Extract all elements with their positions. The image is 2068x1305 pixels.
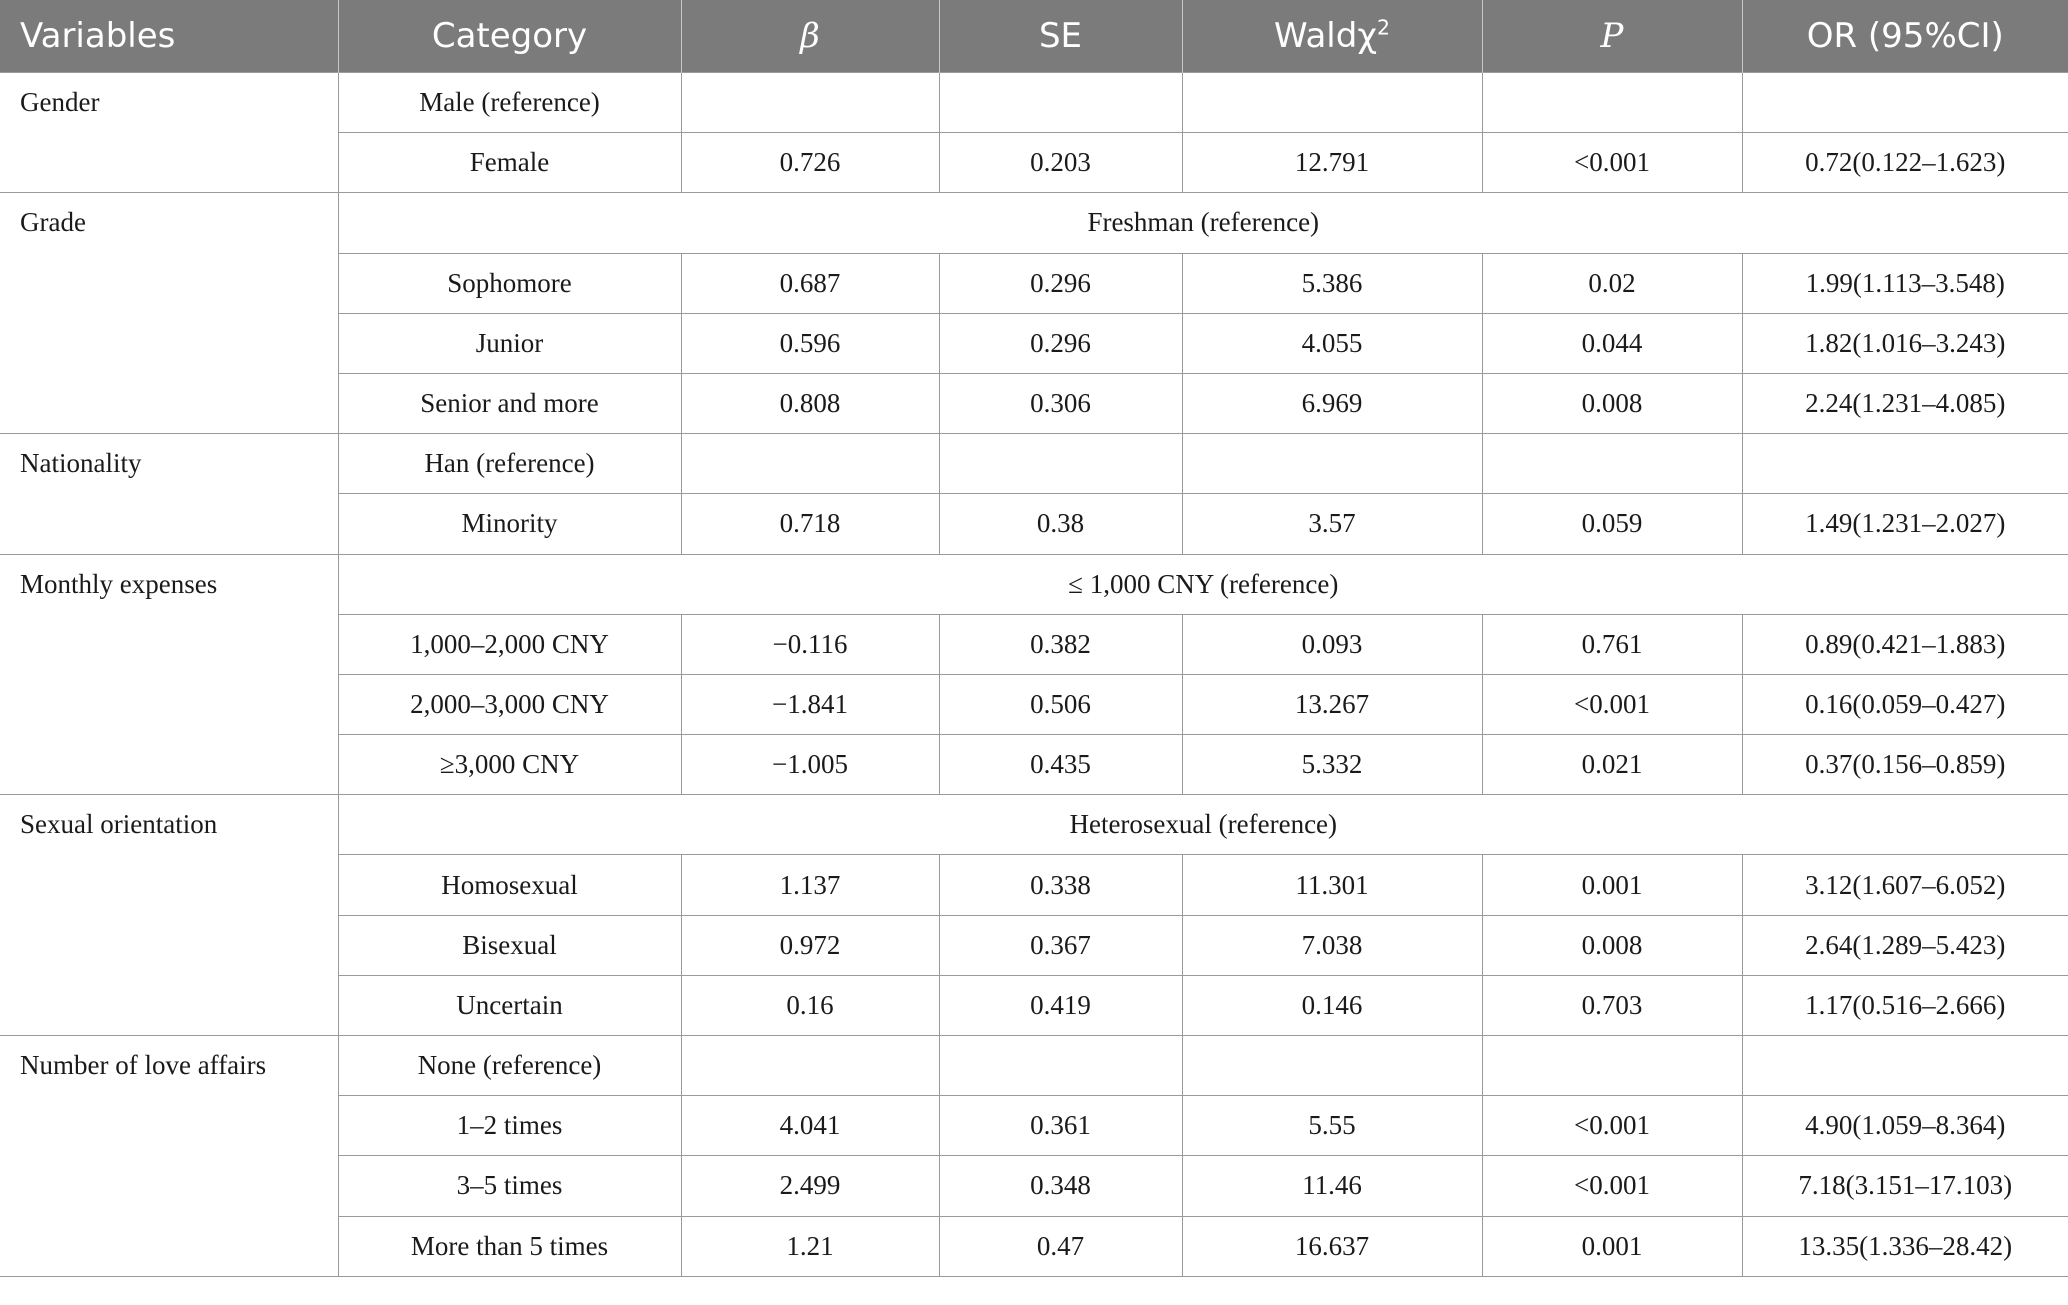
empty-cell <box>939 434 1182 494</box>
beta-cell: 0.726 <box>681 133 939 193</box>
header-or: OR (95%CI) <box>1742 0 2068 73</box>
se-cell: 0.348 <box>939 1156 1182 1216</box>
empty-cell <box>1482 73 1742 133</box>
category-cell: More than 5 times <box>338 1216 681 1276</box>
se-cell: 0.367 <box>939 915 1182 975</box>
p-value-cell: <0.001 <box>1482 674 1742 734</box>
p-value-cell: 0.001 <box>1482 855 1742 915</box>
odds-ratio-cell: 13.35(1.336–28.42) <box>1742 1216 2068 1276</box>
p-value-cell: 0.001 <box>1482 1216 1742 1276</box>
category-cell: Homosexual <box>338 855 681 915</box>
wald-cell: 11.46 <box>1182 1156 1482 1216</box>
variable-cell: Monthly expenses <box>0 554 338 795</box>
empty-cell <box>1182 73 1482 133</box>
table-body <box>0 73 2068 1277</box>
beta-cell: 0.972 <box>681 915 939 975</box>
se-cell: 0.361 <box>939 1096 1182 1156</box>
empty-cell <box>1742 73 2068 133</box>
table-row-reference <box>0 73 2068 133</box>
p-value-cell: 0.021 <box>1482 735 1742 795</box>
header-row <box>0 0 2068 73</box>
wald-cell: 13.267 <box>1182 674 1482 734</box>
odds-ratio-cell: 2.24(1.231–4.085) <box>1742 373 2068 433</box>
empty-cell <box>681 73 939 133</box>
header-variables: Variables <box>0 0 338 73</box>
se-cell: 0.296 <box>939 253 1182 313</box>
odds-ratio-cell: 1.99(1.113–3.548) <box>1742 253 2068 313</box>
table-row-reference <box>0 795 2068 855</box>
beta-cell: 2.499 <box>681 1156 939 1216</box>
odds-ratio-cell: 2.64(1.289–5.423) <box>1742 915 2068 975</box>
reference-cell: ≤ 1,000 CNY (reference) <box>338 554 2068 614</box>
odds-ratio-cell: 0.37(0.156–0.859) <box>1742 735 2068 795</box>
se-cell: 0.47 <box>939 1216 1182 1276</box>
wald-cell: 5.386 <box>1182 253 1482 313</box>
header-wald-label: Waldχ <box>1274 16 1377 56</box>
wald-cell: 11.301 <box>1182 855 1482 915</box>
empty-cell <box>681 1036 939 1096</box>
wald-cell: 0.146 <box>1182 975 1482 1035</box>
header-wald-superscript: 2 <box>1376 15 1390 40</box>
wald-cell: 4.055 <box>1182 313 1482 373</box>
category-cell: 1–2 times <box>338 1096 681 1156</box>
odds-ratio-cell: 3.12(1.607–6.052) <box>1742 855 2068 915</box>
p-value-cell: 0.044 <box>1482 313 1742 373</box>
empty-cell <box>1742 1036 2068 1096</box>
empty-cell <box>939 73 1182 133</box>
beta-cell: 1.21 <box>681 1216 939 1276</box>
p-value-cell: 0.02 <box>1482 253 1742 313</box>
beta-cell: 0.718 <box>681 494 939 554</box>
p-value-cell: <0.001 <box>1482 1156 1742 1216</box>
p-value-cell: 0.008 <box>1482 915 1742 975</box>
beta-cell: −1.005 <box>681 735 939 795</box>
empty-cell <box>1182 1036 1482 1096</box>
category-cell: Senior and more <box>338 373 681 433</box>
variable-cell: Gender <box>0 73 338 193</box>
wald-cell: 12.791 <box>1182 133 1482 193</box>
table-row-reference <box>0 193 2068 253</box>
p-value-cell: 0.761 <box>1482 614 1742 674</box>
wald-cell: 0.093 <box>1182 614 1482 674</box>
category-cell: 1,000–2,000 CNY <box>338 614 681 674</box>
category-cell: Junior <box>338 313 681 373</box>
wald-cell: 6.969 <box>1182 373 1482 433</box>
p-value-cell: <0.001 <box>1482 1096 1742 1156</box>
header-beta <box>681 0 939 73</box>
p-value-cell: 0.059 <box>1482 494 1742 554</box>
odds-ratio-cell: 0.72(0.122–1.623) <box>1742 133 2068 193</box>
wald-cell: 5.55 <box>1182 1096 1482 1156</box>
empty-cell <box>1182 434 1482 494</box>
category-cell: 2,000–3,000 CNY <box>338 674 681 734</box>
se-cell: 0.435 <box>939 735 1182 795</box>
header-se: SE <box>939 0 1182 73</box>
beta-cell: 0.16 <box>681 975 939 1035</box>
se-cell: 0.419 <box>939 975 1182 1035</box>
p-value-cell: <0.001 <box>1482 133 1742 193</box>
header-beta-label: β <box>800 16 820 56</box>
reference-cell: Male (reference) <box>338 73 681 133</box>
category-cell: Minority <box>338 494 681 554</box>
category-cell: Female <box>338 133 681 193</box>
odds-ratio-cell: 4.90(1.059–8.364) <box>1742 1096 2068 1156</box>
empty-cell <box>681 434 939 494</box>
odds-ratio-cell: 1.49(1.231–2.027) <box>1742 494 2068 554</box>
odds-ratio-cell: 0.89(0.421–1.883) <box>1742 614 2068 674</box>
beta-cell: 0.808 <box>681 373 939 433</box>
category-cell: Uncertain <box>338 975 681 1035</box>
p-value-cell: 0.008 <box>1482 373 1742 433</box>
header-category: Category <box>338 0 681 73</box>
empty-cell <box>1482 1036 1742 1096</box>
reference-cell: Heterosexual (reference) <box>338 795 2068 855</box>
beta-cell: 0.687 <box>681 253 939 313</box>
odds-ratio-cell: 1.17(0.516–2.666) <box>1742 975 2068 1035</box>
variable-cell: Number of love affairs <box>0 1036 338 1277</box>
empty-cell <box>1742 434 2068 494</box>
variable-cell: Nationality <box>0 434 338 554</box>
se-cell: 0.506 <box>939 674 1182 734</box>
category-cell: Bisexual <box>338 915 681 975</box>
header-p <box>1482 0 1742 73</box>
odds-ratio-cell: 1.82(1.016–3.243) <box>1742 313 2068 373</box>
beta-cell: −0.116 <box>681 614 939 674</box>
se-cell: 0.338 <box>939 855 1182 915</box>
se-cell: 0.306 <box>939 373 1182 433</box>
reference-cell: Han (reference) <box>338 434 681 494</box>
category-cell: ≥3,000 CNY <box>338 735 681 795</box>
odds-ratio-cell: 0.16(0.059–0.427) <box>1742 674 2068 734</box>
wald-cell: 7.038 <box>1182 915 1482 975</box>
wald-cell: 5.332 <box>1182 735 1482 795</box>
se-cell: 0.296 <box>939 313 1182 373</box>
reference-cell: Freshman (reference) <box>338 193 2068 253</box>
table-row-reference <box>0 1036 2068 1096</box>
empty-cell <box>1482 434 1742 494</box>
beta-cell: −1.841 <box>681 674 939 734</box>
se-cell: 0.203 <box>939 133 1182 193</box>
variable-cell: Grade <box>0 193 338 434</box>
se-cell: 0.382 <box>939 614 1182 674</box>
category-cell: Sophomore <box>338 253 681 313</box>
odds-ratio-cell: 7.18(3.151–17.103) <box>1742 1156 2068 1216</box>
beta-cell: 0.596 <box>681 313 939 373</box>
table-row-reference <box>0 554 2068 614</box>
header-p-label: P <box>1600 16 1624 56</box>
beta-cell: 1.137 <box>681 855 939 915</box>
p-value-cell: 0.703 <box>1482 975 1742 1035</box>
se-cell: 0.38 <box>939 494 1182 554</box>
header-wald <box>1182 0 1482 73</box>
wald-cell: 16.637 <box>1182 1216 1482 1276</box>
category-cell: 3–5 times <box>338 1156 681 1216</box>
beta-cell: 4.041 <box>681 1096 939 1156</box>
empty-cell <box>939 1036 1182 1096</box>
table-row-reference <box>0 434 2068 494</box>
reference-cell: None (reference) <box>338 1036 681 1096</box>
wald-cell: 3.57 <box>1182 494 1482 554</box>
variable-cell: Sexual orientation <box>0 795 338 1036</box>
